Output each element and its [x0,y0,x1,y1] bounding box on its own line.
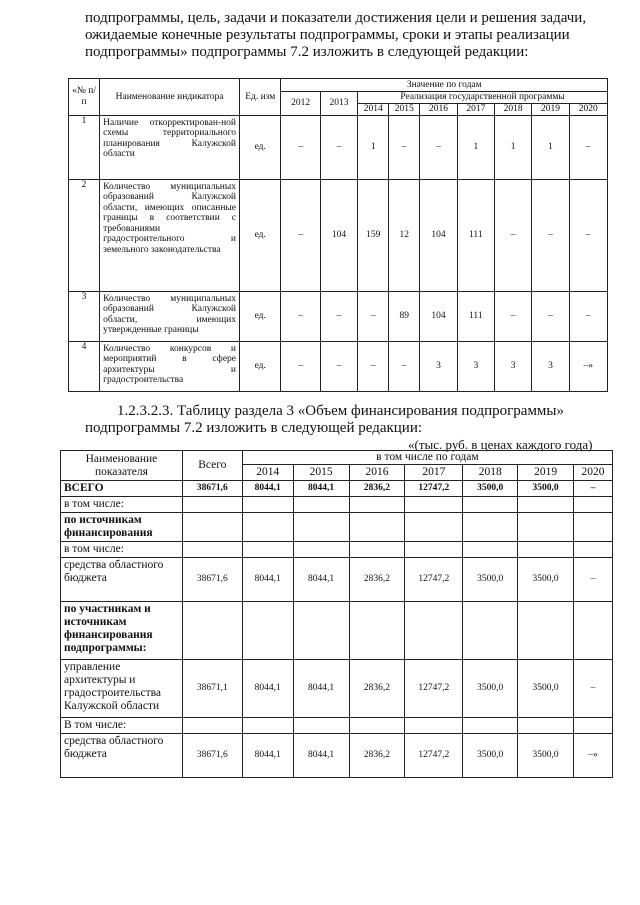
value-cell: 111 [457,179,494,291]
paragraph-line: 1.2.3.2.3. Таблицу раздела 3 «Объем финансирования подпрограммы» [117,403,565,419]
section-paragraph [85,403,611,437]
table-row [69,179,608,291]
value-cell: 3 [494,341,531,391]
table-row [61,481,613,497]
value-cell: 12747,2 [405,481,463,497]
table-row [61,718,613,734]
value-cell: 8044,1 [293,734,349,778]
value-cell: 89 [389,291,420,341]
units-note: «(тыс. руб. в ценах каждого года) [408,437,593,452]
total-cell [182,497,242,513]
row-label: по участникам и источникам финансирования подпрограммы: [61,602,183,660]
value-cell: – [494,291,531,341]
value-cell: 104 [420,291,457,341]
value-cell: 3500,0 [518,734,574,778]
value-cell: – [281,179,320,291]
value-cell: 8044,1 [242,481,293,497]
total-cell: 38671,6 [182,734,242,778]
header-year: 2020 [569,103,607,115]
value-cell: – [358,341,389,391]
value-cell: – [281,341,320,391]
row-num: 1 [69,115,100,179]
value-cell: – [281,291,320,341]
value-cell: 8044,1 [293,558,349,602]
table-row [61,660,613,718]
table-row [61,558,613,602]
row-label: управление архитектуры и градостроительства Калужской области [61,660,183,718]
header-indicator-name: Наименование индикатора [100,79,240,116]
header-year: 2017 [457,103,494,115]
row-num: 4 [69,341,100,391]
value-cell: 12747,2 [405,734,463,778]
header-by-year: в том числе по годам [242,451,612,465]
value-cell: 3500,0 [463,558,518,602]
value-cell: – [532,179,569,291]
value-cell: – [569,179,607,291]
header-year: 2014 [242,465,293,481]
value-cell: – [358,291,389,341]
value-cell: 3500,0 [463,660,518,718]
value-cell: 1 [358,115,389,179]
value-cell: 8044,1 [242,558,293,602]
value-cell: – [389,341,420,391]
value-cell: 2836,2 [349,481,405,497]
header-realization: Реализация государственной программы [358,92,608,104]
row-label: в том числе: [61,542,183,558]
value-cell: 3 [532,341,569,391]
header-year: 2018 [463,465,518,481]
value-cell: 3500,0 [463,734,518,778]
value-cell: 8044,1 [293,481,349,497]
value-cell: 104 [420,179,457,291]
table-row [61,602,613,660]
unit-cell: ед. [240,179,281,291]
value-cell: – [569,291,607,341]
header-year: 2018 [494,103,531,115]
total-cell: 38671,1 [182,660,242,718]
value-cell: 12747,2 [405,660,463,718]
indicator-name: Количество конкурсов и мероприятий в сфере архитектуры и градостроительства [100,341,240,391]
value-cell: 104 [320,179,357,291]
value-cell: 2836,2 [349,734,405,778]
row-num: 3 [69,291,100,341]
unit-cell: ед. [240,291,281,341]
value-cell: 8044,1 [293,660,349,718]
indicators-table [68,78,608,392]
value-cell: 2836,2 [349,660,405,718]
unit-cell: ед. [240,341,281,391]
value-cell: – [494,179,531,291]
row-label: В том числе: [61,718,183,734]
header-year: 2012 [281,92,320,116]
value-cell: – [420,115,457,179]
total-cell [182,542,242,558]
finance-table [60,450,613,778]
row-label: средства областного бюджета [61,558,183,602]
value-cell: 12 [389,179,420,291]
table-row [69,291,608,341]
value-cell: – [320,291,357,341]
value-cell: – [320,115,357,179]
table-row [61,497,613,513]
header-year: 2019 [532,103,569,115]
value-cell: 1 [457,115,494,179]
row-label: в том числе: [61,497,183,513]
intro-line: ожидаемые конечные результаты подпрограммы, сроки и этапы реализации [85,27,570,43]
table-row [61,734,613,778]
total-cell [182,718,242,734]
header-year: 2014 [358,103,389,115]
indicator-name: Наличие откорректирован-ной схемы территориального планирования Калужской области [100,115,240,179]
header-year: 2019 [518,465,574,481]
intro-paragraph [85,10,611,61]
total-cell: 38671,6 [182,481,242,497]
value-cell: – [389,115,420,179]
header-year: 2020 [574,465,613,481]
value-cell: 3500,0 [518,558,574,602]
header-unit: Ед. изм [240,79,281,116]
intro-line: подпрограммы» подпрограммы 7.2 изложить в следующей редакции: [85,44,529,60]
intro-line: подпрограммы, цель, задачи и показатели достижения цели и решения задачи, [85,10,587,26]
table-row [69,115,608,179]
value-cell: 12747,2 [405,558,463,602]
table-row [61,542,613,558]
value-cell: 8044,1 [242,734,293,778]
value-cell: 8044,1 [242,660,293,718]
header-num: «№ п/п [69,79,100,116]
table-row [61,513,613,542]
row-label: ВСЕГО [61,481,183,497]
indicator-name: Количество муниципальных образований Калужской области, имеющих описанные границы в соответствии с требованиями градостроительного и земельного законодательства [100,179,240,291]
paragraph-line: подпрограммы 7.2 изложить в следующей редакции: [85,420,423,436]
value-cell: 1 [494,115,531,179]
value-cell: 2836,2 [349,558,405,602]
value-cell: –» [569,341,607,391]
value-cell: 3500,0 [518,660,574,718]
value-cell: – [320,341,357,391]
row-num: 2 [69,179,100,291]
total-cell: 38671,6 [182,558,242,602]
header-year: 2013 [320,92,357,116]
value-cell: 3500,0 [518,481,574,497]
header-year: 2015 [389,103,420,115]
row-label: средства областного бюджета [61,734,183,778]
value-cell: – [574,660,613,718]
unit-cell: ед. [240,115,281,179]
row-label: по источникам финансирования [61,513,183,542]
total-cell [182,513,242,542]
value-cell: – [569,115,607,179]
header-values-by-year: Значение по годам [281,79,608,92]
header-year: 2015 [293,465,349,481]
header-total: Всего [182,451,242,481]
value-cell: –» [574,734,613,778]
value-cell: 3500,0 [463,481,518,497]
value-cell: 159 [358,179,389,291]
indicator-name: Количество муниципальных образований Калужской области, имеющих утвержденные границы [100,291,240,341]
value-cell: – [574,558,613,602]
header-year: 2016 [349,465,405,481]
header-indicator-name: Наименование показателя [61,451,183,481]
header-year: 2017 [405,465,463,481]
value-cell: 3 [457,341,494,391]
value-cell: – [281,115,320,179]
value-cell: 1 [532,115,569,179]
value-cell: 111 [457,291,494,341]
table-row [69,341,608,391]
header-year: 2016 [420,103,457,115]
value-cell: – [532,291,569,341]
value-cell: – [574,481,613,497]
total-cell [182,602,242,660]
value-cell: 3 [420,341,457,391]
